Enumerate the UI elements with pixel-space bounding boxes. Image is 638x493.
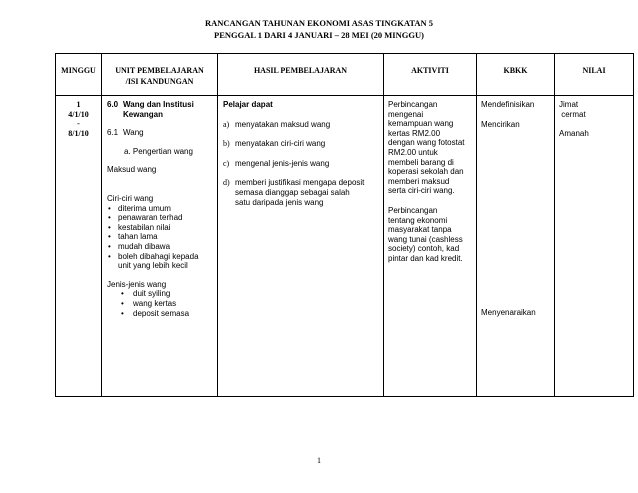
col-aktiviti-header: AKTIVITI xyxy=(384,54,477,96)
list-item: • mudah dibawa xyxy=(107,242,217,252)
hasil-cell xyxy=(218,96,384,397)
list-item: • duit syiling xyxy=(107,289,217,299)
list-item: • deposit semasa xyxy=(107,309,217,319)
unit-heading: 6.0 Wang dan Institusi Kewangan xyxy=(107,100,194,119)
list-item: • penawaran terhad xyxy=(107,213,217,223)
col-minggu-header: MINGGU xyxy=(56,54,102,96)
document-title: RANCANGAN TAHUNAN EKONOMI ASAS TINGKATAN 5 xyxy=(204,18,434,28)
nilai-item: Amanah xyxy=(559,129,589,139)
page-number: 1 xyxy=(317,456,321,465)
kbkk-cell xyxy=(477,96,555,397)
unit-jenis-title: Jenis-jenis wang xyxy=(107,279,167,289)
aktiviti-cell xyxy=(384,96,477,397)
hasil-item-a: a) menyatakan maksud wang xyxy=(223,119,331,129)
list-item: • diterima umum xyxy=(107,204,217,214)
unit-point-a: a. Pengertian wang xyxy=(124,146,193,156)
kbkk-item: Mencirikan xyxy=(481,119,520,129)
hasil-item-d: d) memberi justifikasi mengapa deposit semasa dianggap sebagai salah satu daripada jenis wang xyxy=(223,178,365,207)
week-number: 1 xyxy=(76,100,81,109)
document-subtitle: PENGGAL 1 DARI 4 JANUARI – 28 MEI (20 MINGGU) xyxy=(214,30,424,40)
week-dash: - xyxy=(77,119,80,129)
minggu-cell xyxy=(56,96,102,397)
plan-table xyxy=(55,53,634,397)
col-kbkk-header: KBKK xyxy=(477,54,555,96)
hasil-item-c: c) mengenal jenis-jenis wang xyxy=(223,158,330,168)
unit-subheading: 6.1 Wang xyxy=(107,128,144,138)
hasil-item-b: b) menyatakan ciri-ciri wang xyxy=(223,139,326,149)
hasil-intro: Pelajar dapat xyxy=(223,100,273,109)
ciri-list xyxy=(107,204,217,262)
week-end: 8/1/10 xyxy=(68,128,89,138)
list-item: • wang kertas xyxy=(107,299,217,309)
col-unit-header: UNIT PEMBELAJARAN /ISI KANDUNGAN xyxy=(102,54,218,96)
unit-cell xyxy=(102,96,218,397)
jenis-list xyxy=(107,289,217,318)
list-item: • boleh dibahagi kepada xyxy=(107,252,217,262)
unit-ciri-title: Ciri-ciri wang xyxy=(107,193,154,203)
kbkk-item: Menyenaraikan xyxy=(481,308,536,317)
list-item: • kestabilan nilai xyxy=(107,223,217,233)
col-nilai-header: NILAI xyxy=(555,54,634,96)
unit-maksud: Maksud wang xyxy=(107,165,157,175)
nilai-cell xyxy=(555,96,634,397)
ciri-continuation: unit yang lebih kecil xyxy=(118,261,188,271)
week-start: 4/1/10 xyxy=(68,109,89,119)
table-row xyxy=(56,96,634,397)
list-item: • tahan lama xyxy=(107,232,217,242)
aktiviti-para-1: Perbincangan mengenai kemampuan wang kertas RM2.00 dengan wang fotostat RM2.00 untuk membeli barang di koperasi sekolah dan memberi maksud serta ciri-ciri wang. xyxy=(388,100,465,196)
nilai-item: Jimat xyxy=(559,100,579,109)
aktiviti-para-2: Perbincangan tentang ekonomi masyarakat tanpa wang tunai (cashless society) contoh, kad pintar dan kad kredit. xyxy=(388,205,463,263)
nilai-item: cermat xyxy=(559,109,586,119)
kbkk-item: Mendefinisikan xyxy=(481,100,535,109)
col-hasil-header: HASIL PEMBELAJARAN xyxy=(218,54,384,96)
header-row xyxy=(56,54,634,96)
